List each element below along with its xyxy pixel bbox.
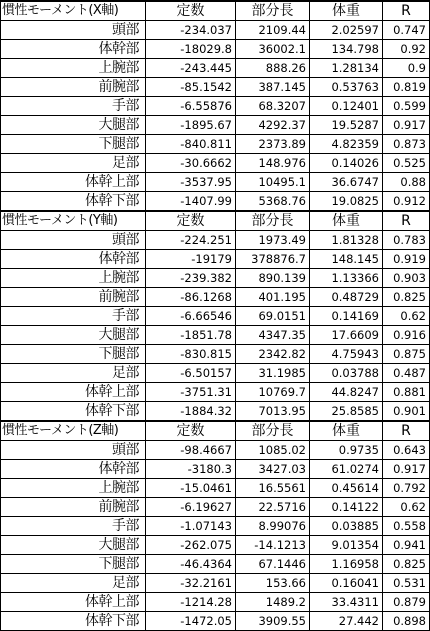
value-cell[interactable]: -32.2161 <box>146 574 236 593</box>
row-label-cell[interactable]: 下腿部 <box>1 135 146 154</box>
value-cell[interactable]: -98.4667 <box>146 441 236 460</box>
value-cell[interactable]: 0.14169 <box>310 307 383 326</box>
table-row <box>1 288 430 307</box>
value-cell[interactable]: -14.1213 <box>236 536 310 555</box>
row-label-cell[interactable]: 下腿部 <box>1 345 146 364</box>
table-row <box>1 192 430 212</box>
row-label-cell[interactable]: 頭部 <box>1 231 146 250</box>
column-header[interactable]: 定数 <box>146 421 236 441</box>
section-title[interactable]: 慣性モーメント(Z軸) <box>1 421 146 441</box>
row-label-cell[interactable]: 手部 <box>1 517 146 536</box>
table-row <box>1 78 430 97</box>
value-cell[interactable]: 0.879 <box>383 593 430 612</box>
value-cell[interactable]: 0.825 <box>383 555 430 574</box>
table-row <box>1 154 430 173</box>
value-cell[interactable]: 1.13366 <box>310 269 383 288</box>
value-cell[interactable]: 1.81328 <box>310 231 383 250</box>
value-cell[interactable]: 0.531 <box>383 574 430 593</box>
table-row <box>1 307 430 326</box>
value-cell[interactable]: 0.03788 <box>310 364 383 383</box>
table-row <box>1 326 430 345</box>
value-cell[interactable]: 0.45614 <box>310 479 383 498</box>
table-row <box>1 479 430 498</box>
value-cell[interactable]: -1472.05 <box>146 612 236 631</box>
value-cell[interactable]: 33.4311 <box>310 593 383 612</box>
value-cell[interactable]: 0.92 <box>383 40 430 59</box>
value-cell[interactable]: -6.55876 <box>146 97 236 116</box>
value-cell[interactable]: 890.139 <box>236 269 310 288</box>
column-header[interactable]: 部分長 <box>236 211 310 231</box>
row-label-cell[interactable]: 頭部 <box>1 441 146 460</box>
value-cell[interactable]: 0.03885 <box>310 517 383 536</box>
value-cell[interactable]: 378876.7 <box>236 250 310 269</box>
value-cell[interactable]: 153.66 <box>236 574 310 593</box>
value-cell[interactable]: 0.901 <box>383 402 430 422</box>
value-cell[interactable]: 67.1446 <box>236 555 310 574</box>
value-cell[interactable]: -1214.28 <box>146 593 236 612</box>
value-cell[interactable]: -1.07143 <box>146 517 236 536</box>
table-row <box>1 135 430 154</box>
row-label-cell[interactable]: 大腿部 <box>1 116 146 135</box>
value-cell[interactable]: 9.01354 <box>310 536 383 555</box>
column-header[interactable]: 部分長 <box>236 421 310 441</box>
value-cell[interactable]: 2.02597 <box>310 21 383 40</box>
table-row <box>1 593 430 612</box>
value-cell[interactable]: 19.5287 <box>310 116 383 135</box>
row-label-cell[interactable]: 前腕部 <box>1 498 146 517</box>
value-cell[interactable]: -86.1268 <box>146 288 236 307</box>
row-label-cell[interactable]: 下腿部 <box>1 555 146 574</box>
value-cell[interactable]: 8.99076 <box>236 517 310 536</box>
value-cell[interactable]: 0.487 <box>383 364 430 383</box>
value-cell[interactable]: 0.14122 <box>310 498 383 517</box>
value-cell[interactable]: 0.643 <box>383 441 430 460</box>
value-cell[interactable]: 7013.95 <box>236 402 310 422</box>
row-label-cell[interactable]: 体幹下部 <box>1 192 146 212</box>
value-cell[interactable]: 1085.02 <box>236 441 310 460</box>
value-cell[interactable]: 148.145 <box>310 250 383 269</box>
row-label-cell[interactable]: 手部 <box>1 97 146 116</box>
section-header-row <box>1 421 430 441</box>
column-header[interactable]: 体重 <box>310 421 383 441</box>
column-header[interactable]: R <box>383 211 430 231</box>
table-row <box>1 21 430 40</box>
value-cell[interactable]: 10769.7 <box>236 383 310 402</box>
value-cell[interactable]: 0.62 <box>383 498 430 517</box>
value-cell[interactable]: 0.53763 <box>310 78 383 97</box>
value-cell[interactable]: -3537.95 <box>146 173 236 192</box>
table-row <box>1 517 430 536</box>
table-row <box>1 364 430 383</box>
value-cell[interactable]: -6.50157 <box>146 364 236 383</box>
value-cell[interactable]: 0.48729 <box>310 288 383 307</box>
row-label-cell[interactable]: 大腿部 <box>1 536 146 555</box>
value-cell[interactable]: 0.941 <box>383 536 430 555</box>
table-row <box>1 555 430 574</box>
value-cell[interactable]: 0.881 <box>383 383 430 402</box>
value-cell[interactable]: -30.6662 <box>146 154 236 173</box>
value-cell[interactable]: 4.75943 <box>310 345 383 364</box>
value-cell[interactable]: 0.525 <box>383 154 430 173</box>
value-cell[interactable]: 1489.2 <box>236 593 310 612</box>
value-cell[interactable]: -18029.8 <box>146 40 236 59</box>
value-cell[interactable]: -6.19627 <box>146 498 236 517</box>
value-cell[interactable]: -224.251 <box>146 231 236 250</box>
value-cell[interactable]: 0.916 <box>383 326 430 345</box>
row-label-cell[interactable]: 手部 <box>1 307 146 326</box>
value-cell[interactable]: 1973.49 <box>236 231 310 250</box>
value-cell[interactable]: 0.9 <box>383 59 430 78</box>
value-cell[interactable]: 68.3207 <box>236 97 310 116</box>
value-cell[interactable]: 0.898 <box>383 612 430 631</box>
value-cell[interactable]: 0.912 <box>383 192 430 212</box>
value-cell[interactable]: 36.6747 <box>310 173 383 192</box>
table-row <box>1 250 430 269</box>
table-row <box>1 173 430 192</box>
table-row <box>1 402 430 422</box>
column-header[interactable]: 体重 <box>310 1 383 21</box>
value-cell[interactable]: 0.14026 <box>310 154 383 173</box>
value-cell[interactable]: 36002.1 <box>236 40 310 59</box>
value-cell[interactable]: 0.903 <box>383 269 430 288</box>
table-row <box>1 383 430 402</box>
value-cell[interactable]: -3751.31 <box>146 383 236 402</box>
value-cell[interactable]: 0.783 <box>383 231 430 250</box>
column-header[interactable]: R <box>383 421 430 441</box>
section-header-row <box>1 1 430 21</box>
value-cell[interactable]: 0.917 <box>383 460 430 479</box>
value-cell[interactable]: 69.0151 <box>236 307 310 326</box>
value-cell[interactable]: 0.62 <box>383 307 430 326</box>
value-cell[interactable]: -234.037 <box>146 21 236 40</box>
row-label-cell[interactable]: 大腿部 <box>1 326 146 345</box>
value-cell[interactable]: 27.442 <box>310 612 383 631</box>
value-cell[interactable]: 148.976 <box>236 154 310 173</box>
row-label-cell[interactable]: 体幹下部 <box>1 402 146 422</box>
value-cell[interactable]: 0.873 <box>383 135 430 154</box>
value-cell[interactable]: -3180.3 <box>146 460 236 479</box>
value-cell[interactable]: 0.825 <box>383 288 430 307</box>
row-label-cell[interactable]: 体幹部 <box>1 460 146 479</box>
value-cell[interactable]: 4.82359 <box>310 135 383 154</box>
table-row <box>1 269 430 288</box>
value-cell[interactable]: 4347.35 <box>236 326 310 345</box>
value-cell[interactable]: -830.815 <box>146 345 236 364</box>
table-body <box>1 1 430 631</box>
row-label-cell[interactable]: 体幹部 <box>1 250 146 269</box>
value-cell[interactable]: -1851.78 <box>146 326 236 345</box>
table-row <box>1 498 430 517</box>
table-row <box>1 536 430 555</box>
value-cell[interactable]: 0.88 <box>383 173 430 192</box>
row-label-cell[interactable]: 体幹下部 <box>1 612 146 631</box>
row-label-cell[interactable]: 足部 <box>1 364 146 383</box>
value-cell[interactable]: -46.4364 <box>146 555 236 574</box>
value-cell[interactable]: 0.558 <box>383 517 430 536</box>
value-cell[interactable]: 2342.82 <box>236 345 310 364</box>
row-label-cell[interactable]: 足部 <box>1 154 146 173</box>
section-title[interactable]: 慣性モーメント(X軸) <box>1 1 146 21</box>
row-label-cell[interactable]: 前腕部 <box>1 78 146 97</box>
value-cell[interactable]: 0.747 <box>383 21 430 40</box>
section-title[interactable]: 慣性モーメント(Y軸) <box>1 211 146 231</box>
section-header-row <box>1 211 430 231</box>
table-row <box>1 460 430 479</box>
value-cell[interactable]: 0.917 <box>383 116 430 135</box>
value-cell[interactable]: 2109.44 <box>236 21 310 40</box>
table-row <box>1 59 430 78</box>
value-cell[interactable]: -262.075 <box>146 536 236 555</box>
value-cell[interactable]: 31.1985 <box>236 364 310 383</box>
value-cell[interactable]: -1895.67 <box>146 116 236 135</box>
value-cell[interactable]: 0.9735 <box>310 441 383 460</box>
column-header[interactable]: 体重 <box>310 211 383 231</box>
value-cell[interactable]: -239.382 <box>146 269 236 288</box>
value-cell[interactable]: 17.6609 <box>310 326 383 345</box>
value-cell[interactable]: 3427.03 <box>236 460 310 479</box>
value-cell[interactable]: 387.145 <box>236 78 310 97</box>
value-cell[interactable]: -840.811 <box>146 135 236 154</box>
row-label-cell[interactable]: 上腕部 <box>1 269 146 288</box>
value-cell[interactable]: 19.0825 <box>310 192 383 212</box>
value-cell[interactable]: -19179 <box>146 250 236 269</box>
row-label-cell[interactable]: 頭部 <box>1 21 146 40</box>
value-cell[interactable]: -1884.32 <box>146 402 236 422</box>
value-cell[interactable]: 16.5561 <box>236 479 310 498</box>
value-cell[interactable]: 0.819 <box>383 78 430 97</box>
value-cell[interactable]: 61.0274 <box>310 460 383 479</box>
value-cell[interactable]: 134.798 <box>310 40 383 59</box>
value-cell[interactable]: -85.1542 <box>146 78 236 97</box>
value-cell[interactable]: 5368.76 <box>236 192 310 212</box>
table-row <box>1 612 430 631</box>
value-cell[interactable]: -1407.99 <box>146 192 236 212</box>
row-label-cell[interactable]: 前腕部 <box>1 288 146 307</box>
row-label-cell[interactable]: 体幹上部 <box>1 593 146 612</box>
column-header[interactable]: 部分長 <box>236 1 310 21</box>
table-row <box>1 441 430 460</box>
row-label-cell[interactable]: 上腕部 <box>1 59 146 78</box>
table-row <box>1 40 430 59</box>
value-cell[interactable]: 2373.89 <box>236 135 310 154</box>
value-cell[interactable]: 3909.55 <box>236 612 310 631</box>
column-header[interactable]: 定数 <box>146 211 236 231</box>
table-row <box>1 345 430 364</box>
value-cell[interactable]: 4292.37 <box>236 116 310 135</box>
value-cell[interactable]: -6.66546 <box>146 307 236 326</box>
value-cell[interactable]: 1.16958 <box>310 555 383 574</box>
value-cell[interactable]: 0.12401 <box>310 97 383 116</box>
value-cell[interactable]: 10495.1 <box>236 173 310 192</box>
value-cell[interactable]: 0.16041 <box>310 574 383 593</box>
value-cell[interactable]: 888.26 <box>236 59 310 78</box>
value-cell[interactable]: 1.28134 <box>310 59 383 78</box>
row-label-cell[interactable]: 体幹上部 <box>1 383 146 402</box>
table-row <box>1 116 430 135</box>
value-cell[interactable]: 0.919 <box>383 250 430 269</box>
value-cell[interactable]: 44.8247 <box>310 383 383 402</box>
value-cell[interactable]: 0.792 <box>383 479 430 498</box>
value-cell[interactable]: 401.195 <box>236 288 310 307</box>
value-cell[interactable]: 0.875 <box>383 345 430 364</box>
value-cell[interactable]: -15.0461 <box>146 479 236 498</box>
row-label-cell[interactable]: 足部 <box>1 574 146 593</box>
value-cell[interactable]: 0.599 <box>383 97 430 116</box>
value-cell[interactable]: 22.5716 <box>236 498 310 517</box>
column-header[interactable]: R <box>383 1 430 21</box>
table-row <box>1 574 430 593</box>
row-label-cell[interactable]: 体幹部 <box>1 40 146 59</box>
table-row <box>1 231 430 250</box>
row-label-cell[interactable]: 上腕部 <box>1 479 146 498</box>
value-cell[interactable]: 25.8585 <box>310 402 383 422</box>
column-header[interactable]: 定数 <box>146 1 236 21</box>
row-label-cell[interactable]: 体幹上部 <box>1 173 146 192</box>
table-row <box>1 97 430 116</box>
value-cell[interactable]: -243.445 <box>146 59 236 78</box>
